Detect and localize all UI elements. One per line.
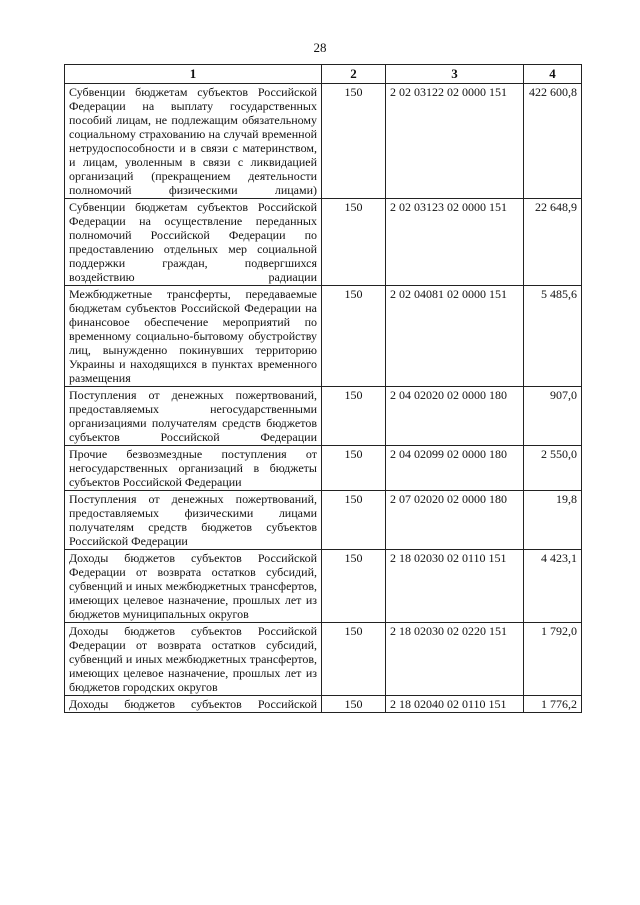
table-row <box>65 446 582 491</box>
row-kbk-code: 2 04 02099 02 0000 180 <box>386 446 524 491</box>
row-admin-code: 150 <box>322 550 386 623</box>
row-kbk-code: 2 18 02030 02 0110 151 <box>386 550 524 623</box>
row-amount: 422 600,8 <box>524 84 582 199</box>
row-description: Субвенции бюджетам субъектов Российской Федерации на осуществление переданных полномочий Российской Федерации по предоставлению отдельных мер социальной поддержки граждан, подвергшихся воздействию радиации <box>65 199 322 286</box>
column-header-admin-code: 2 <box>322 65 386 84</box>
row-kbk-code: 2 04 02020 02 0000 180 <box>386 387 524 446</box>
row-amount: 2 550,0 <box>524 446 582 491</box>
table-header-row <box>65 65 582 84</box>
row-description: Субвенции бюджетам субъектов Российской Федерации на выплату государственных пособий лицам, не подлежащим обязательному социальному страхованию на случай временной нетрудоспособности и в связи с материнством, и лицам, уволенным в связи с ликвидацией организаций (прекращением деятельности полномочий физическими лицами) <box>65 84 322 199</box>
row-kbk-code: 2 02 03123 02 0000 151 <box>386 199 524 286</box>
row-admin-code: 150 <box>322 84 386 199</box>
table-row <box>65 199 582 286</box>
row-admin-code: 150 <box>322 491 386 550</box>
row-kbk-code: 2 18 02030 02 0220 151 <box>386 623 524 696</box>
row-description: Доходы бюджетов субъектов Российской Федерации от возврата остатков субсидий, субвенций и иных межбюджетных трансфертов, имеющих целевое назначение, прошлых лет из бюджетов муниципальных округов <box>65 550 322 623</box>
row-admin-code: 150 <box>322 387 386 446</box>
row-kbk-code: 2 07 02020 02 0000 180 <box>386 491 524 550</box>
row-amount: 1 792,0 <box>524 623 582 696</box>
row-kbk-code: 2 02 04081 02 0000 151 <box>386 286 524 387</box>
row-amount: 1 776,2 <box>524 696 582 713</box>
row-description: Поступления от денежных пожертвований, предоставляемых физическими лицами получателям средств бюджетов субъектов Российской Федерации <box>65 491 322 550</box>
row-kbk-code: 2 18 02040 02 0110 151 <box>386 696 524 713</box>
row-description: Прочие безвозмездные поступления от негосударственных организаций в бюджеты субъектов Российской Федерации <box>65 446 322 491</box>
table-row <box>65 491 582 550</box>
table-row <box>65 550 582 623</box>
budget-revenue-table <box>64 64 582 713</box>
row-admin-code: 150 <box>322 446 386 491</box>
row-amount: 4 423,1 <box>524 550 582 623</box>
table-row <box>65 286 582 387</box>
row-kbk-code: 2 02 03122 02 0000 151 <box>386 84 524 199</box>
row-amount: 22 648,9 <box>524 199 582 286</box>
column-header-amount: 4 <box>524 65 582 84</box>
row-admin-code: 150 <box>322 286 386 387</box>
row-description: Доходы бюджетов субъектов Российской Федерации от возврата остатков субсидий, субвенций и иных межбюджетных трансфертов, имеющих целевое назначение, прошлых лет из бюджетов городских округов <box>65 623 322 696</box>
row-admin-code: 150 <box>322 199 386 286</box>
row-amount: 907,0 <box>524 387 582 446</box>
row-description: Межбюджетные трансферты, передаваемые бюджетам субъектов Российской Федерации на финансовое обеспечение мероприятий по временному социально-бытовому обустройству лиц, вынужденно покинувших территорию Украины и находящихся в пунктах временного размещения <box>65 286 322 387</box>
row-admin-code: 150 <box>322 623 386 696</box>
row-description: Доходы бюджетов субъектов Российской <box>65 696 322 713</box>
table-row <box>65 696 582 713</box>
row-description: Поступления от денежных пожертвований, предоставляемых негосударственными организациями получателям средств бюджетов субъектов Российской Федерации <box>65 387 322 446</box>
table-row <box>65 387 582 446</box>
table-row <box>65 623 582 696</box>
table-row <box>65 84 582 199</box>
row-admin-code: 150 <box>322 696 386 713</box>
page-number: 28 <box>313 40 327 55</box>
row-amount: 5 485,6 <box>524 286 582 387</box>
column-header-kbk: 3 <box>386 65 524 84</box>
column-header-description: 1 <box>65 65 322 84</box>
row-amount: 19,8 <box>524 491 582 550</box>
